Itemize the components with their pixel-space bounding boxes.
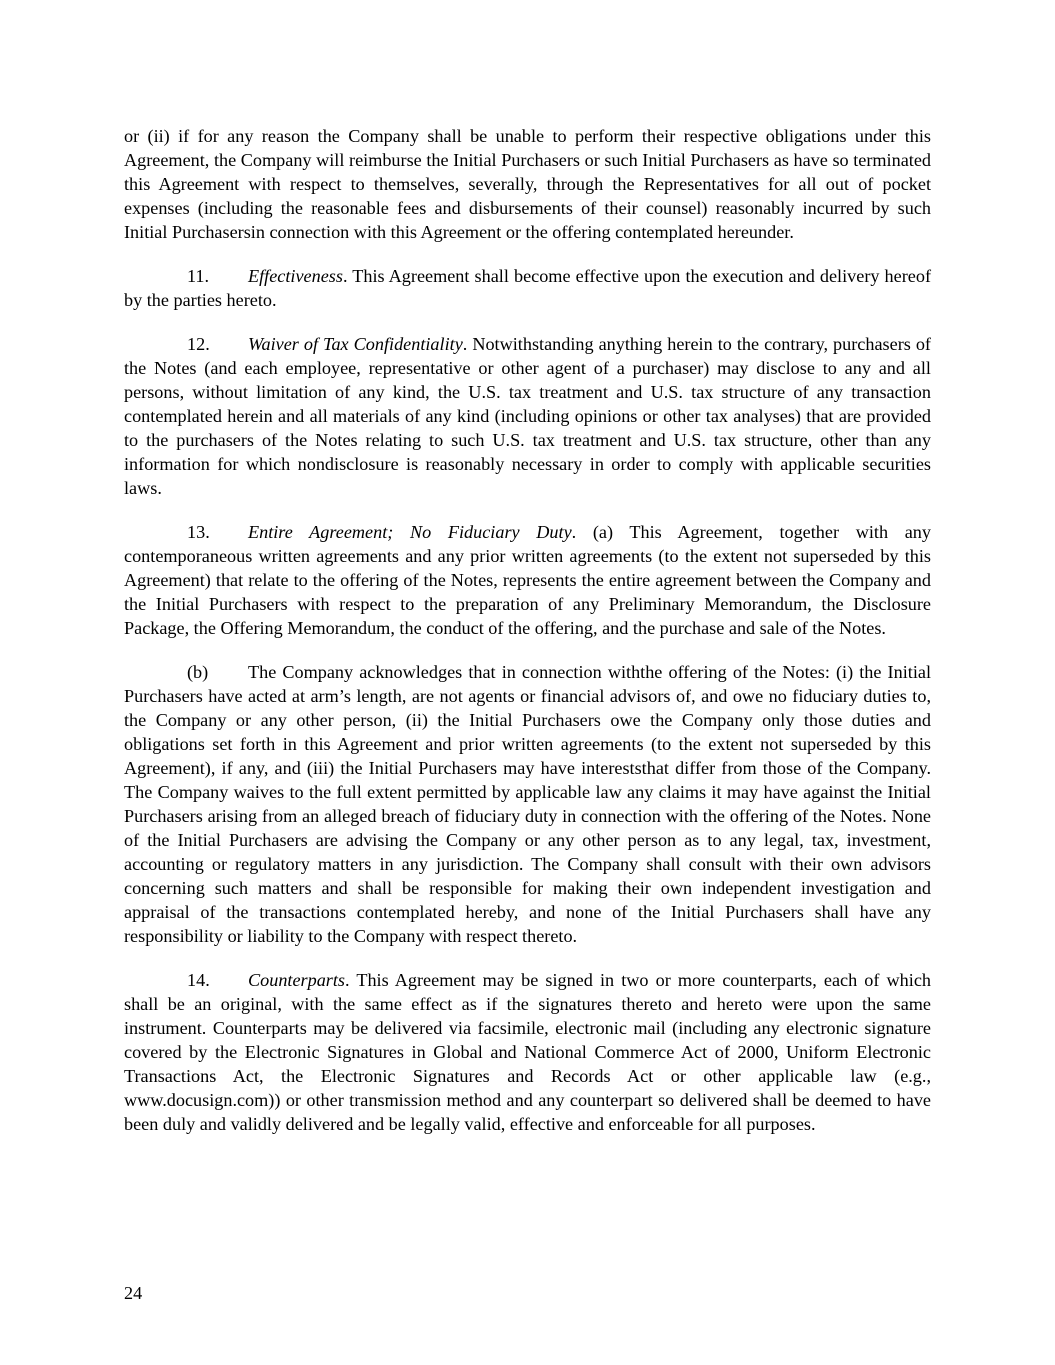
section-14-paragraph [124,968,931,1136]
document-page [124,124,931,1156]
section-heading: Entire Agreement; No Fiduciary Duty [248,522,572,542]
section-heading: Effectiveness [248,266,343,286]
section-12-paragraph [124,332,931,500]
section-heading: Counterparts [248,970,346,990]
section-13a-paragraph [124,520,931,640]
section-body: . This Agreement shall become effective upon the execution and delivery hereof by the parties hereto. [124,266,931,310]
section-13b-paragraph [124,660,931,948]
page-number: 24 [124,1283,143,1303]
section-11-paragraph [124,264,931,312]
section-number: 13. [187,522,210,542]
section-number: 12. [187,334,210,354]
section-body: . (a) This Agreement, together with any contemporaneous written agreements and any prior written agreements (to the extent not superseded by this Agreement) that relate to the offering of the Notes, represents the entire agreement between the Company and the Initial Purchasers with respect to the preparation of any Preliminary Memorandum, the Disclosure Package, the Offering Memorandum, the conduct of the offering, and the purchase and sale of the Notes. [124,522,931,638]
section-number: 14. [187,970,210,990]
subsection-label: (b) [187,662,209,682]
section-number: 11. [187,266,210,286]
section-body: . Notwithstanding anything herein to the contrary, purchasers of the Notes (and each employee, representative or other agent of a purchaser) may disclose to any and all persons, without limitation of any kind, the U.S. tax treatment and U.S. tax structure of any transaction contemplated herein and all materials of any kind (including opinions or other tax analyses) that are provided to the purchasers of the Notes relating to such U.S. tax treatment and U.S. tax structure, other than any information for which nondisclosure is reasonably necessary in order to comply with applicable securities laws. [124,334,931,498]
section-body: The Company acknowledges that in connection withthe offering of the Notes: (i) the Initial Purchasers have acted at arm’s length, are not agents or financial advisors of, and owe no fiduciary duties to, the Company or any other person, (ii) the Initial Purchasers owe the Company only those duties and obligations set forth in this Agreement and prior written agreements (to the extent not superseded by this Agreement), if any, and (iii) the Initial Purchasers may have intereststhat differ from those of the Company. The Company waives to the full extent permitted by applicable law any claims it may have against the Initial Purchasers arising from an alleged breach of fiduciary duty in connection with the offering of the Notes. None of the Initial Purchasers are advising the Company or any other person as to any legal, tax, investment, accounting or regulatory matters in any jurisdiction. The Company shall consult with their own advisors concerning such matters and shall be responsible for making their own independent investigation and appraisal of the transactions contemplated hereby, and none of the Initial Purchasers shall have any responsibility or liability to the Company with respect thereto. [124,662,931,946]
section-body: . This Agreement may be signed in two or more counterparts, each of which shall be an original, with the same effect as if the signatures thereto and hereto were upon the same instrument. Counterparts may be delivered via facsimile, electronic mail (including any electronic signature covered by the Electronic Signatures in Global and National Commerce Act of 2000, Uniform Electronic Transactions Act, the Electronic Signatures and Records Act or other applicable law (e.g., www.docusign.com)) or other transmission method and any counterpart so delivered shall be deemed to have been duly and validly delivered and be legally valid, effective and enforceable for all purposes. [124,970,931,1134]
continuation-paragraph: or (ii) if for any reason the Company shall be unable to perform their respective obligations under this Agreement, the Company will reimburse the Initial Purchasers or such Initial Purchasers as have so terminated this Agreement with respect to themselves, severally, through the Representatives for all out of pocket expenses (including the reasonable fees and disbursements of their counsel) reasonably incurred by such Initial Purchasersin connection with this Agreement or the offering contemplated hereunder. [124,126,931,242]
section-heading: Waiver of Tax Confidentiality [248,334,463,354]
